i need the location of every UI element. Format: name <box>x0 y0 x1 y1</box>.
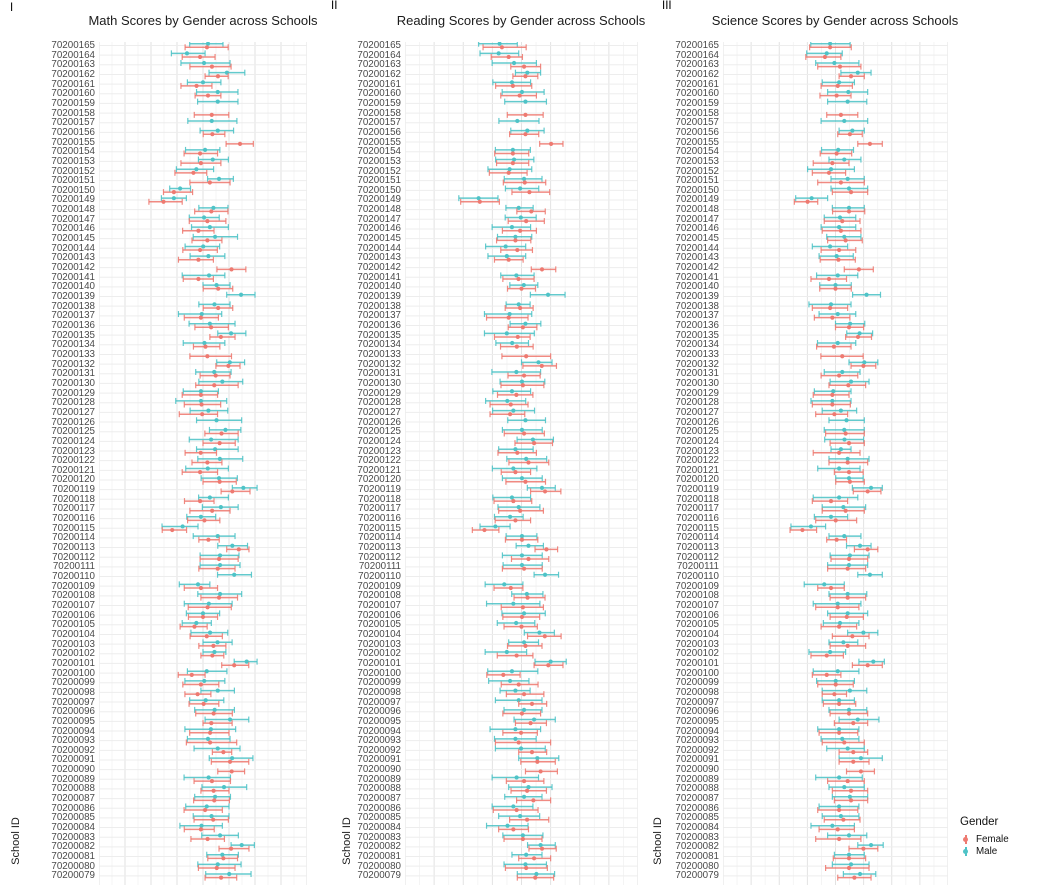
y-tick-label: 70200126 <box>675 416 719 428</box>
y-tick-label: 70200138 <box>51 300 95 312</box>
y-tick-label: 70200120 <box>675 474 719 486</box>
y-tick-label: 70200146 <box>51 223 95 235</box>
y-tick-label: 70200101 <box>51 657 95 669</box>
y-tick-label: 70200154 <box>51 146 95 158</box>
y-tick-label: 70200149 <box>357 194 401 206</box>
legend-key-icon <box>960 834 972 845</box>
plot-tag-2: II <box>331 0 338 12</box>
y-tick-label: 70200097 <box>675 696 719 708</box>
y-tick-label: 70200133 <box>51 348 95 360</box>
y-tick-label: 70200090 <box>357 764 401 776</box>
y-tick-label: 70200155 <box>357 136 401 148</box>
y-tick-label: 70200119 <box>52 484 95 496</box>
y-tick-label: 70200106 <box>675 609 719 621</box>
y-tick-label: 70200161 <box>357 78 401 90</box>
y-tick-label: 70200137 <box>357 310 401 322</box>
legend-item-label: Female <box>976 834 1009 845</box>
y-tick-label: 70200079 <box>51 870 95 882</box>
y-tick-label: 70200128 <box>357 397 401 409</box>
legend-item-male <box>960 846 1009 857</box>
y-tick-label: 70200103 <box>51 638 95 650</box>
y-tick-label: 70200129 <box>675 387 719 399</box>
y-tick-label: 70200085 <box>675 812 719 824</box>
y-tick-label: 70200138 <box>675 300 719 312</box>
y-tick-label: 70200147 <box>675 213 719 225</box>
y-tick-label: 70200081 <box>51 851 95 863</box>
y-tick-label: 70200158 <box>51 107 95 119</box>
y-tick-label: 70200084 <box>51 822 95 834</box>
y-tick-label: 70200149 <box>51 194 95 206</box>
y-tick-label: 70200135 <box>357 329 401 341</box>
y-tick-label: 70200157 <box>675 117 719 129</box>
y-tick-label: 70200093 <box>357 735 401 747</box>
y-tick-label: 70200130 <box>675 377 719 389</box>
y-tick-label: 70200098 <box>357 686 401 698</box>
y-tick-label: 70200155 <box>675 136 719 148</box>
y-tick-label: 70200098 <box>51 686 95 698</box>
y-tick-label: 70200124 <box>357 435 401 447</box>
y-tick-label: 70200152 <box>675 165 719 177</box>
y-tick-label: 70200114 <box>676 532 719 544</box>
plot-title-science: Science Scores by Gender across Schools <box>711 13 959 28</box>
y-tick-label: 70200104 <box>51 628 95 640</box>
y-tick-label: 70200094 <box>675 725 719 737</box>
y-tick-label: 70200118 <box>52 493 95 505</box>
y-tick-label: 70200159 <box>357 97 401 109</box>
panel-math <box>99 42 307 885</box>
y-tick-label: 70200129 <box>357 387 401 399</box>
y-tick-label: 70200135 <box>675 329 719 341</box>
y-tick-label: 70200159 <box>675 97 719 109</box>
y-tick-label: 70200080 <box>675 860 719 872</box>
y-tick-label: 70200111 <box>52 561 95 573</box>
y-tick-label: 70200144 <box>357 242 401 254</box>
y-tick-label: 70200121 <box>51 464 95 476</box>
y-tick-label: 70200146 <box>357 223 401 235</box>
y-tick-label: 70200121 <box>357 464 401 476</box>
y-tick-label: 70200159 <box>51 97 95 109</box>
y-tick-label: 70200095 <box>357 715 401 727</box>
y-tick-label: 70200092 <box>51 744 95 756</box>
y-tick-label: 70200088 <box>51 783 95 795</box>
y-tick-label: 70200120 <box>357 474 401 486</box>
y-tick-label: 70200164 <box>675 49 719 61</box>
y-tick-label: 70200083 <box>675 831 719 843</box>
y-tick-label: 70200082 <box>675 841 719 853</box>
y-tick-label: 70200118 <box>358 493 401 505</box>
y-tick-label: 70200112 <box>676 551 719 563</box>
y-tick-label: 70200135 <box>51 329 95 341</box>
y-tick-label: 70200112 <box>52 551 95 563</box>
y-tick-label: 70200128 <box>51 397 95 409</box>
y-tick-label: 70200143 <box>51 252 95 264</box>
y-tick-label: 70200140 <box>357 281 401 293</box>
y-tick-label: 70200146 <box>675 223 719 235</box>
y-tick-label: 70200086 <box>51 802 95 814</box>
y-tick-label: 70200101 <box>675 657 719 669</box>
y-tick-label: 70200083 <box>357 831 401 843</box>
y-tick-label: 70200122 <box>357 455 401 467</box>
y-tick-label: 70200148 <box>51 204 95 216</box>
y-tick-label: 70200109 <box>51 580 95 592</box>
y-tick-label: 70200081 <box>675 851 719 863</box>
y-tick-label: 70200113 <box>676 542 719 554</box>
y-tick-label: 70200113 <box>358 542 401 554</box>
y-tick-label: 70200125 <box>357 426 401 438</box>
y-tick-label: 70200088 <box>675 783 719 795</box>
y-tick-label: 70200139 <box>357 291 401 303</box>
legend-item-label: Male <box>976 846 998 857</box>
y-tick-labels-reading <box>331 42 401 885</box>
y-tick-label: 70200101 <box>357 657 401 669</box>
y-tick-label: 70200164 <box>51 49 95 61</box>
y-tick-label: 70200085 <box>51 812 95 824</box>
y-tick-label: 70200139 <box>51 291 95 303</box>
y-tick-label: 70200132 <box>51 358 95 370</box>
y-tick-label: 70200145 <box>51 233 95 245</box>
y-tick-label: 70200084 <box>675 822 719 834</box>
y-tick-label: 70200134 <box>357 339 401 351</box>
y-tick-label: 70200117 <box>52 503 95 515</box>
y-tick-label: 70200117 <box>676 503 719 515</box>
y-tick-label: 70200140 <box>675 281 719 293</box>
y-tick-label: 70200142 <box>51 262 95 274</box>
y-tick-label: 70200090 <box>675 764 719 776</box>
y-tick-label: 70200114 <box>52 532 95 544</box>
y-tick-label: 70200094 <box>51 725 95 737</box>
y-tick-label: 70200130 <box>51 377 95 389</box>
y-tick-label: 70200120 <box>51 474 95 486</box>
legend-title: Gender <box>960 816 999 828</box>
plot-title-math: Math Scores by Gender across Schools <box>88 13 318 28</box>
y-tick-label: 70200106 <box>51 609 95 621</box>
y-tick-label: 70200163 <box>51 59 95 71</box>
y-tick-label: 70200137 <box>51 310 95 322</box>
y-tick-label: 70200148 <box>675 204 719 216</box>
y-tick-label: 70200092 <box>357 744 401 756</box>
y-tick-label: 70200160 <box>357 88 401 100</box>
y-tick-label: 70200102 <box>357 648 401 660</box>
y-tick-label: 70200163 <box>357 59 401 71</box>
y-tick-label: 70200122 <box>51 455 95 467</box>
y-tick-label: 70200086 <box>675 802 719 814</box>
y-tick-label: 70200131 <box>675 368 719 380</box>
y-tick-label: 70200114 <box>358 532 401 544</box>
y-tick-label: 70200115 <box>52 522 95 534</box>
y-tick-label: 70200083 <box>51 831 95 843</box>
y-tick-label: 70200089 <box>51 773 95 785</box>
y-tick-label: 70200113 <box>52 542 95 554</box>
y-tick-label: 70200109 <box>357 580 401 592</box>
y-tick-label: 70200129 <box>51 387 95 399</box>
y-tick-label: 70200095 <box>675 715 719 727</box>
y-tick-label: 70200079 <box>675 870 719 882</box>
y-tick-label: 70200153 <box>357 155 401 167</box>
y-tick-label: 70200099 <box>675 677 719 689</box>
y-tick-label: 70200137 <box>675 310 719 322</box>
y-tick-label: 70200098 <box>675 686 719 698</box>
y-tick-label: 70200158 <box>357 107 401 119</box>
y-tick-label: 70200103 <box>357 638 401 650</box>
y-tick-label: 70200138 <box>357 300 401 312</box>
panel-reading <box>405 42 638 885</box>
y-tick-label: 70200148 <box>357 204 401 216</box>
y-tick-label: 70200116 <box>52 513 95 525</box>
y-tick-label: 70200106 <box>357 609 401 621</box>
y-tick-label: 70200141 <box>357 271 401 283</box>
y-tick-label: 70200110 <box>676 571 719 583</box>
panel-science <box>723 42 948 885</box>
y-tick-label: 70200136 <box>357 319 401 331</box>
y-tick-label: 70200116 <box>358 513 401 525</box>
y-tick-label: 70200127 <box>357 406 401 418</box>
y-tick-label: 70200090 <box>51 764 95 776</box>
y-tick-label: 70200100 <box>51 667 95 679</box>
y-tick-label: 70200164 <box>357 49 401 61</box>
y-tick-label: 70200082 <box>51 841 95 853</box>
y-tick-label: 70200122 <box>675 455 719 467</box>
y-tick-label: 70200111 <box>358 561 401 573</box>
y-tick-label: 70200125 <box>675 426 719 438</box>
y-tick-label: 70200096 <box>357 706 401 718</box>
y-tick-label: 70200112 <box>358 551 401 563</box>
y-tick-label: 70200160 <box>51 88 95 100</box>
y-tick-label: 70200100 <box>675 667 719 679</box>
y-tick-label: 70200151 <box>51 175 95 187</box>
y-tick-label: 70200134 <box>675 339 719 351</box>
y-tick-label: 70200127 <box>51 406 95 418</box>
legend-item-female <box>960 834 1009 845</box>
y-tick-label: 70200157 <box>357 117 401 129</box>
y-tick-label: 70200155 <box>51 136 95 148</box>
y-tick-label: 70200128 <box>675 397 719 409</box>
y-tick-label: 70200139 <box>675 291 719 303</box>
y-tick-label: 70200093 <box>675 735 719 747</box>
y-tick-label: 70200124 <box>675 435 719 447</box>
y-tick-label: 70200099 <box>51 677 95 689</box>
y-tick-label: 70200096 <box>51 706 95 718</box>
y-tick-label: 70200091 <box>357 754 401 766</box>
y-tick-label: 70200132 <box>357 358 401 370</box>
y-tick-label: 70200097 <box>51 696 95 708</box>
plot-title-reading: Reading Scores by Gender across Schools <box>396 13 646 28</box>
y-tick-label: 70200152 <box>51 165 95 177</box>
y-tick-label: 70200100 <box>357 667 401 679</box>
y-tick-labels-science <box>649 42 719 885</box>
y-tick-label: 70200123 <box>51 445 95 457</box>
y-tick-label: 70200109 <box>675 580 719 592</box>
y-tick-label: 70200154 <box>357 146 401 158</box>
y-tick-label: 70200144 <box>675 242 719 254</box>
y-tick-label: 70200110 <box>52 571 95 583</box>
y-tick-label: 70200117 <box>358 503 401 515</box>
y-tick-label: 70200147 <box>51 213 95 225</box>
y-tick-label: 70200157 <box>51 117 95 129</box>
y-axis-title-2: School ID <box>340 817 353 865</box>
y-tick-label: 70200119 <box>358 484 401 496</box>
y-tick-label: 70200126 <box>51 416 95 428</box>
y-tick-label: 70200141 <box>51 271 95 283</box>
y-tick-label: 70200107 <box>675 599 719 611</box>
y-tick-label: 70200094 <box>357 725 401 737</box>
y-tick-label: 70200105 <box>51 619 95 631</box>
y-tick-label: 70200091 <box>675 754 719 766</box>
y-tick-label: 70200143 <box>675 252 719 264</box>
y-tick-label: 70200161 <box>51 78 95 90</box>
y-tick-label: 70200123 <box>675 445 719 457</box>
y-tick-label: 70200134 <box>51 339 95 351</box>
y-tick-label: 70200089 <box>357 773 401 785</box>
y-tick-label: 70200115 <box>358 522 401 534</box>
y-axis-title-1: School ID <box>9 817 22 865</box>
y-tick-label: 70200081 <box>357 851 401 863</box>
y-tick-label: 70200087 <box>675 793 719 805</box>
y-tick-label: 70200142 <box>675 262 719 274</box>
y-tick-label: 70200149 <box>675 194 719 206</box>
y-tick-label: 70200124 <box>51 435 95 447</box>
y-tick-label: 70200105 <box>675 619 719 631</box>
y-tick-label: 70200165 <box>357 40 401 51</box>
y-tick-label: 70200102 <box>51 648 95 660</box>
y-tick-label: 70200154 <box>675 146 719 158</box>
y-tick-label: 70200108 <box>675 590 719 602</box>
y-tick-label: 70200141 <box>675 271 719 283</box>
y-tick-label: 70200150 <box>51 184 95 196</box>
y-tick-label: 70200107 <box>357 599 401 611</box>
y-tick-label: 70200151 <box>675 175 719 187</box>
y-tick-label: 70200150 <box>675 184 719 196</box>
y-tick-label: 70200156 <box>357 126 401 138</box>
y-tick-label: 70200140 <box>51 281 95 293</box>
y-tick-label: 70200085 <box>357 812 401 824</box>
y-tick-label: 70200162 <box>357 68 401 80</box>
y-tick-label: 70200151 <box>357 175 401 187</box>
y-tick-label: 70200105 <box>357 619 401 631</box>
y-tick-label: 70200082 <box>357 841 401 853</box>
y-tick-label: 70200080 <box>357 860 401 872</box>
y-tick-label: 70200162 <box>675 68 719 80</box>
y-tick-label: 70200087 <box>357 793 401 805</box>
y-tick-label: 70200089 <box>675 773 719 785</box>
y-tick-label: 70200156 <box>675 126 719 138</box>
y-tick-label: 70200143 <box>357 252 401 264</box>
y-tick-label: 70200152 <box>357 165 401 177</box>
y-tick-labels-math <box>25 42 95 885</box>
y-tick-label: 70200133 <box>675 348 719 360</box>
y-tick-label: 70200110 <box>358 571 401 583</box>
y-tick-label: 70200127 <box>675 406 719 418</box>
y-tick-label: 70200125 <box>51 426 95 438</box>
y-tick-label: 70200099 <box>357 677 401 689</box>
y-tick-label: 70200131 <box>357 368 401 380</box>
y-tick-label: 70200108 <box>51 590 95 602</box>
y-tick-label: 70200118 <box>676 493 719 505</box>
y-tick-label: 70200111 <box>676 561 719 573</box>
y-tick-label: 70200144 <box>51 242 95 254</box>
y-tick-label: 70200108 <box>357 590 401 602</box>
y-tick-label: 70200079 <box>357 870 401 882</box>
y-tick-label: 70200091 <box>51 754 95 766</box>
y-tick-label: 70200104 <box>357 628 401 640</box>
y-tick-label: 70200158 <box>675 107 719 119</box>
y-tick-label: 70200080 <box>51 860 95 872</box>
y-tick-label: 70200104 <box>675 628 719 640</box>
y-tick-label: 70200088 <box>357 783 401 795</box>
plot-tag-1: I <box>10 2 14 14</box>
y-tick-label: 70200165 <box>51 40 95 51</box>
y-tick-label: 70200131 <box>51 368 95 380</box>
y-tick-label: 70200145 <box>675 233 719 245</box>
y-tick-label: 70200119 <box>676 484 719 496</box>
y-tick-label: 70200115 <box>676 522 719 534</box>
y-tick-label: 70200142 <box>357 262 401 274</box>
y-tick-label: 70200084 <box>357 822 401 834</box>
y-tick-label: 70200165 <box>675 40 719 51</box>
y-tick-label: 70200133 <box>357 348 401 360</box>
y-tick-label: 70200102 <box>675 648 719 660</box>
y-tick-label: 70200096 <box>675 706 719 718</box>
y-tick-label: 70200095 <box>51 715 95 727</box>
y-tick-label: 70200092 <box>675 744 719 756</box>
y-tick-label: 70200163 <box>675 59 719 71</box>
y-tick-label: 70200136 <box>51 319 95 331</box>
y-tick-label: 70200126 <box>357 416 401 428</box>
plot-tag-3: III <box>662 0 672 12</box>
y-tick-label: 70200136 <box>675 319 719 331</box>
y-tick-label: 70200132 <box>675 358 719 370</box>
y-tick-label: 70200103 <box>675 638 719 650</box>
y-tick-label: 70200162 <box>51 68 95 80</box>
y-tick-label: 70200123 <box>357 445 401 457</box>
y-tick-label: 70200147 <box>357 213 401 225</box>
y-tick-label: 70200093 <box>51 735 95 747</box>
y-axis-title-3: School ID <box>651 817 664 865</box>
y-tick-label: 70200153 <box>675 155 719 167</box>
y-tick-label: 70200097 <box>357 696 401 708</box>
legend <box>960 816 1009 858</box>
y-tick-label: 70200116 <box>676 513 719 525</box>
y-tick-label: 70200107 <box>51 599 95 611</box>
y-tick-label: 70200160 <box>675 88 719 100</box>
y-tick-label: 70200153 <box>51 155 95 167</box>
y-tick-label: 70200130 <box>357 377 401 389</box>
y-tick-label: 70200087 <box>51 793 95 805</box>
y-tick-label: 70200150 <box>357 184 401 196</box>
y-tick-label: 70200156 <box>51 126 95 138</box>
y-tick-label: 70200145 <box>357 233 401 245</box>
legend-key-icon <box>960 846 972 857</box>
y-tick-label: 70200161 <box>675 78 719 90</box>
y-tick-label: 70200086 <box>357 802 401 814</box>
y-tick-label: 70200121 <box>675 464 719 476</box>
